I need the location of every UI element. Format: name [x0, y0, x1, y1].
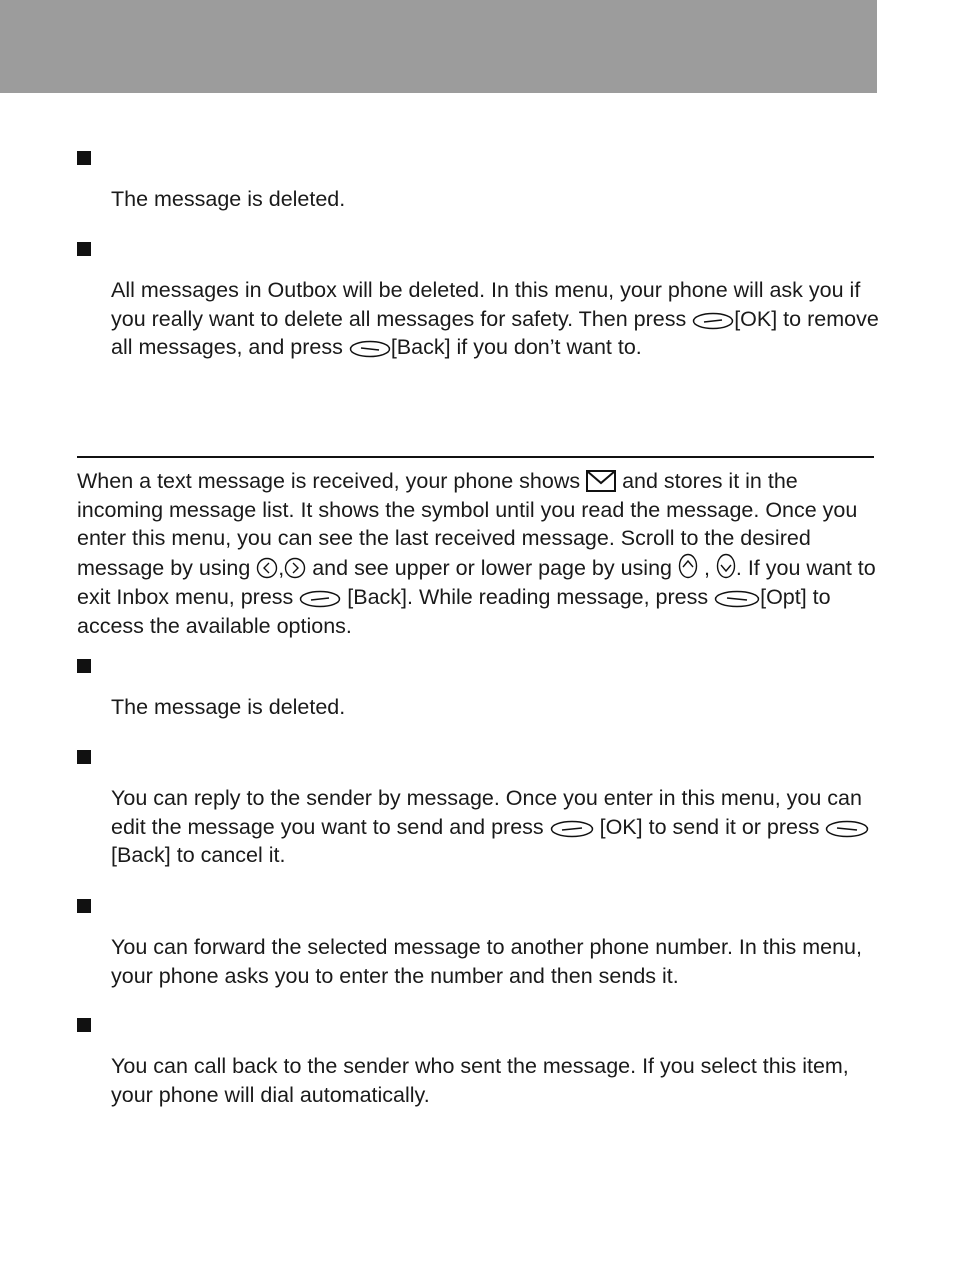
- text-run: All messages in Outbox will be deleted. In this menu, your phone will ask you if you really want to delete all messages for safety. Then press: [111, 278, 861, 331]
- text-run: . If you want to exit Inbox menu, press: [77, 556, 876, 609]
- text-run: [OK] to remove all messages, and press: [111, 306, 879, 360]
- text-run: and stores it in the incoming message list. It shows the symbol until you read the message. Once you enter this menu, you can see the last received message. Scroll to the desired message by using: [77, 469, 858, 581]
- outbox-delete-text: The message is deleted.: [111, 187, 346, 211]
- nav-right-icon: [284, 557, 306, 579]
- section-divider: [77, 456, 874, 458]
- text-run: [Back] to cancel it.: [111, 843, 286, 868]
- inbox-forward-text: You can forward the selected message to another phone number. In this menu, your phone asks you to enter the number and then sends it.: [111, 935, 862, 988]
- left-softkey-icon: [550, 820, 594, 838]
- right-softkey-icon: [714, 590, 760, 608]
- section-bullet: [77, 750, 91, 764]
- text-run: [Back]. While reading message, press: [341, 584, 715, 609]
- text-run: [Back] if you don’t want to.: [390, 335, 642, 360]
- text-run: and see upper or lower page by using: [306, 556, 678, 581]
- left-softkey-icon: [692, 312, 734, 330]
- outbox-delete-all-text: [111, 276, 881, 362]
- inbox-callback-text: You can call back to the sender who sent the message. If you select this item, your phone will dial automatically.: [111, 1054, 849, 1107]
- right-softkey-icon: [825, 820, 869, 838]
- text-run: [Opt] to access the available options.: [77, 584, 831, 638]
- header-bar: [0, 0, 877, 93]
- text-run: When a text message is received, your phone shows: [77, 469, 587, 493]
- text-run: [OK] to send it or press: [593, 814, 826, 839]
- section-bullet: [77, 1018, 91, 1032]
- text-run: You can reply to the sender by message. Once you enter in this menu, you can edit the message you want to send and press: [111, 786, 862, 839]
- text-run: ,: [278, 556, 285, 581]
- nav-left-icon: [256, 557, 278, 579]
- text-run: ,: [697, 556, 716, 581]
- section-bullet: [77, 659, 91, 673]
- nav-up-icon: [678, 553, 698, 579]
- section-bullet: [77, 242, 91, 256]
- envelope-icon: [586, 470, 616, 492]
- inbox-delete-text: The message is deleted.: [111, 695, 346, 719]
- section-bullet: [77, 899, 91, 913]
- inbox-reply-text: [111, 784, 881, 870]
- right-softkey-icon: [349, 340, 391, 358]
- inbox-intro-text: [77, 467, 877, 640]
- section-bullet: [77, 151, 91, 165]
- nav-down-icon: [716, 553, 736, 579]
- left-softkey-icon: [299, 590, 341, 608]
